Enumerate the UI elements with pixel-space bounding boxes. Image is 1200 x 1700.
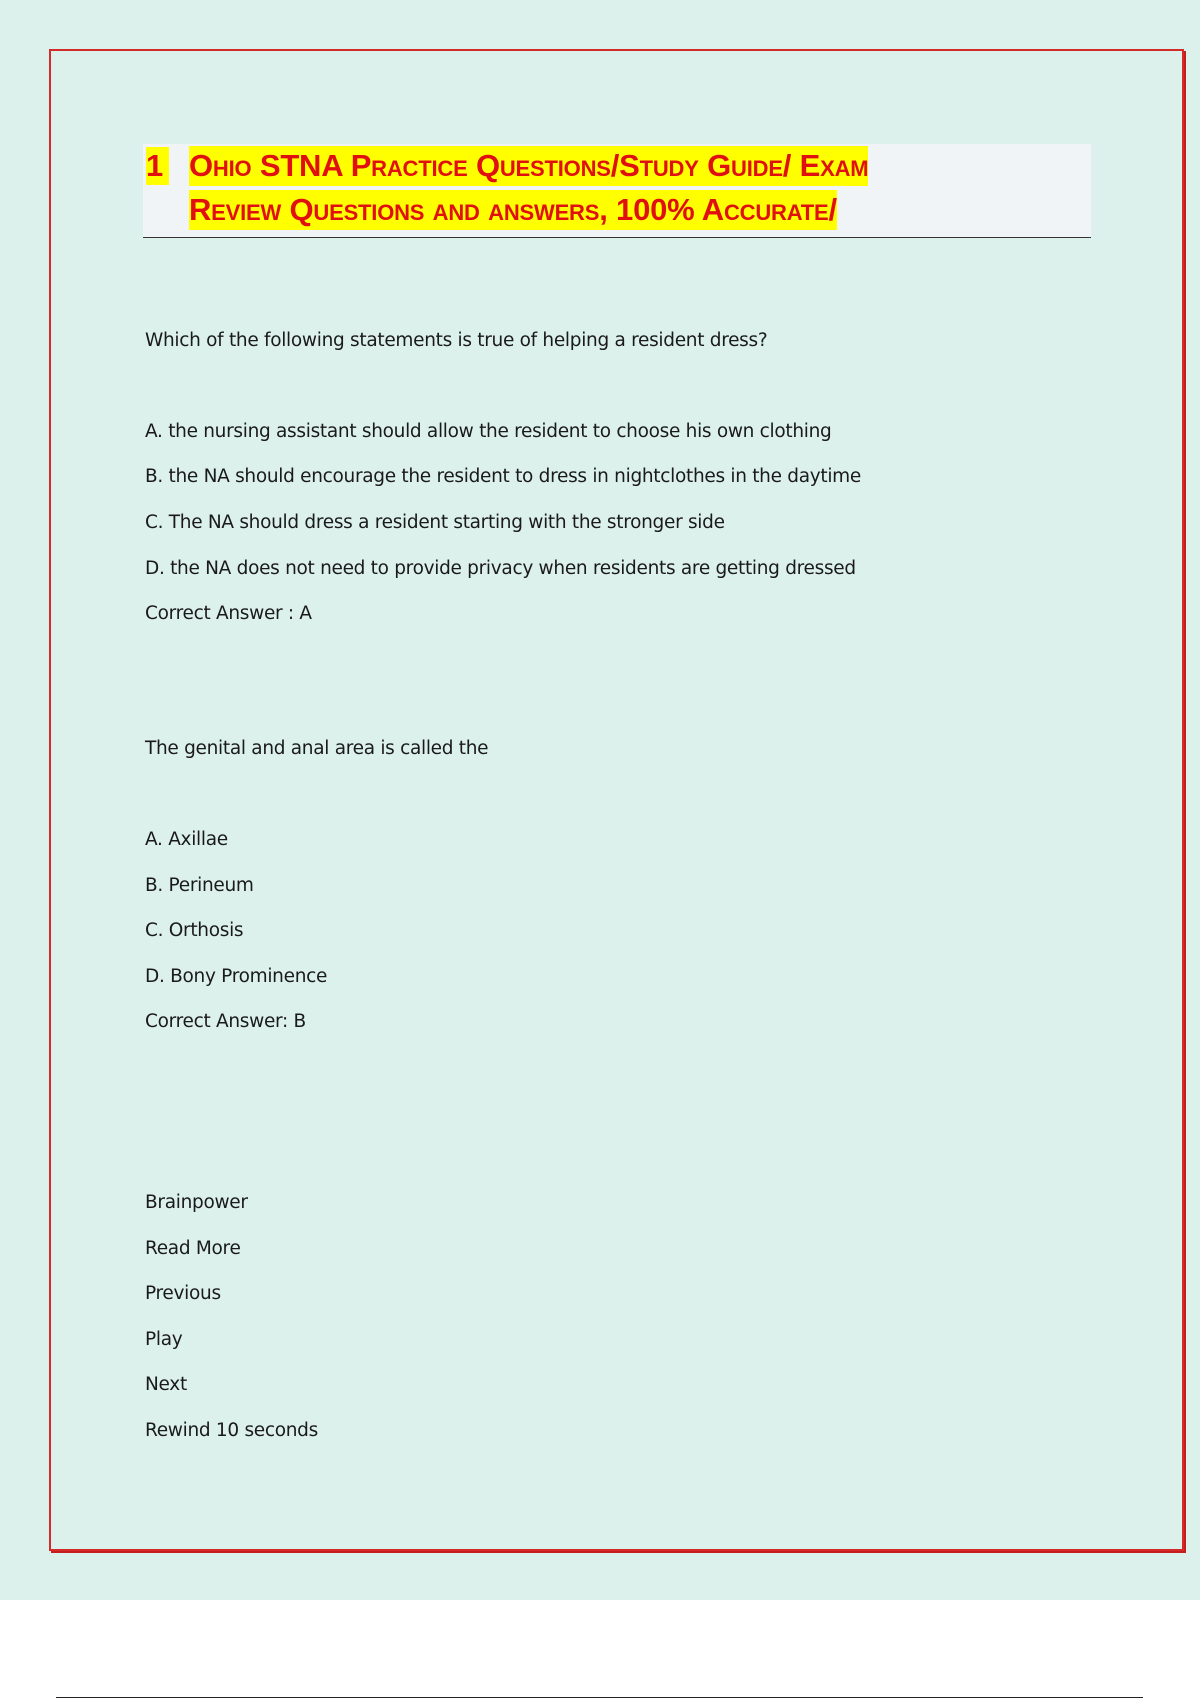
title-line-1: Ohio STNA Practice Questions/Study Guide/ Exam xyxy=(189,146,868,186)
question-1-option-d: D. the NA does not need to provide privacy when residents are getting dressed xyxy=(145,558,856,579)
page-frame xyxy=(49,49,1184,1551)
question-1-answer: Correct Answer : A xyxy=(145,603,312,624)
extra-read-more: Read More xyxy=(145,1238,241,1259)
question-2-prompt: The genital and anal area is called the xyxy=(145,738,489,759)
question-2-option-c: C. Orthosis xyxy=(145,920,244,941)
question-1-option-a: A. the nursing assistant should allow the resident to choose his own clothing xyxy=(145,421,832,442)
footer-rule xyxy=(56,1697,1143,1698)
question-2-option-d: D. Bony Prominence xyxy=(145,966,328,987)
extra-brainpower: Brainpower xyxy=(145,1192,248,1213)
extra-previous: Previous xyxy=(145,1283,221,1304)
question-2-option-a: A. Axillae xyxy=(145,829,228,850)
question-1-prompt: Which of the following statements is true of helping a resident dress? xyxy=(145,330,768,351)
extra-rewind: Rewind 10 seconds xyxy=(145,1420,318,1441)
question-2-answer: Correct Answer: B xyxy=(145,1011,306,1032)
title-number: 1 xyxy=(146,147,169,185)
extra-next: Next xyxy=(145,1374,187,1395)
extra-play: Play xyxy=(145,1329,183,1350)
question-1-option-c: C. The NA should dress a resident starting with the stronger side xyxy=(145,512,725,533)
title-line-2: Review Questions and answers, 100% Accurate/ xyxy=(189,190,837,230)
question-1-option-b: B. the NA should encourage the resident to dress in nightclothes in the daytime xyxy=(145,466,861,487)
question-2-option-b: B. Perineum xyxy=(145,875,254,896)
